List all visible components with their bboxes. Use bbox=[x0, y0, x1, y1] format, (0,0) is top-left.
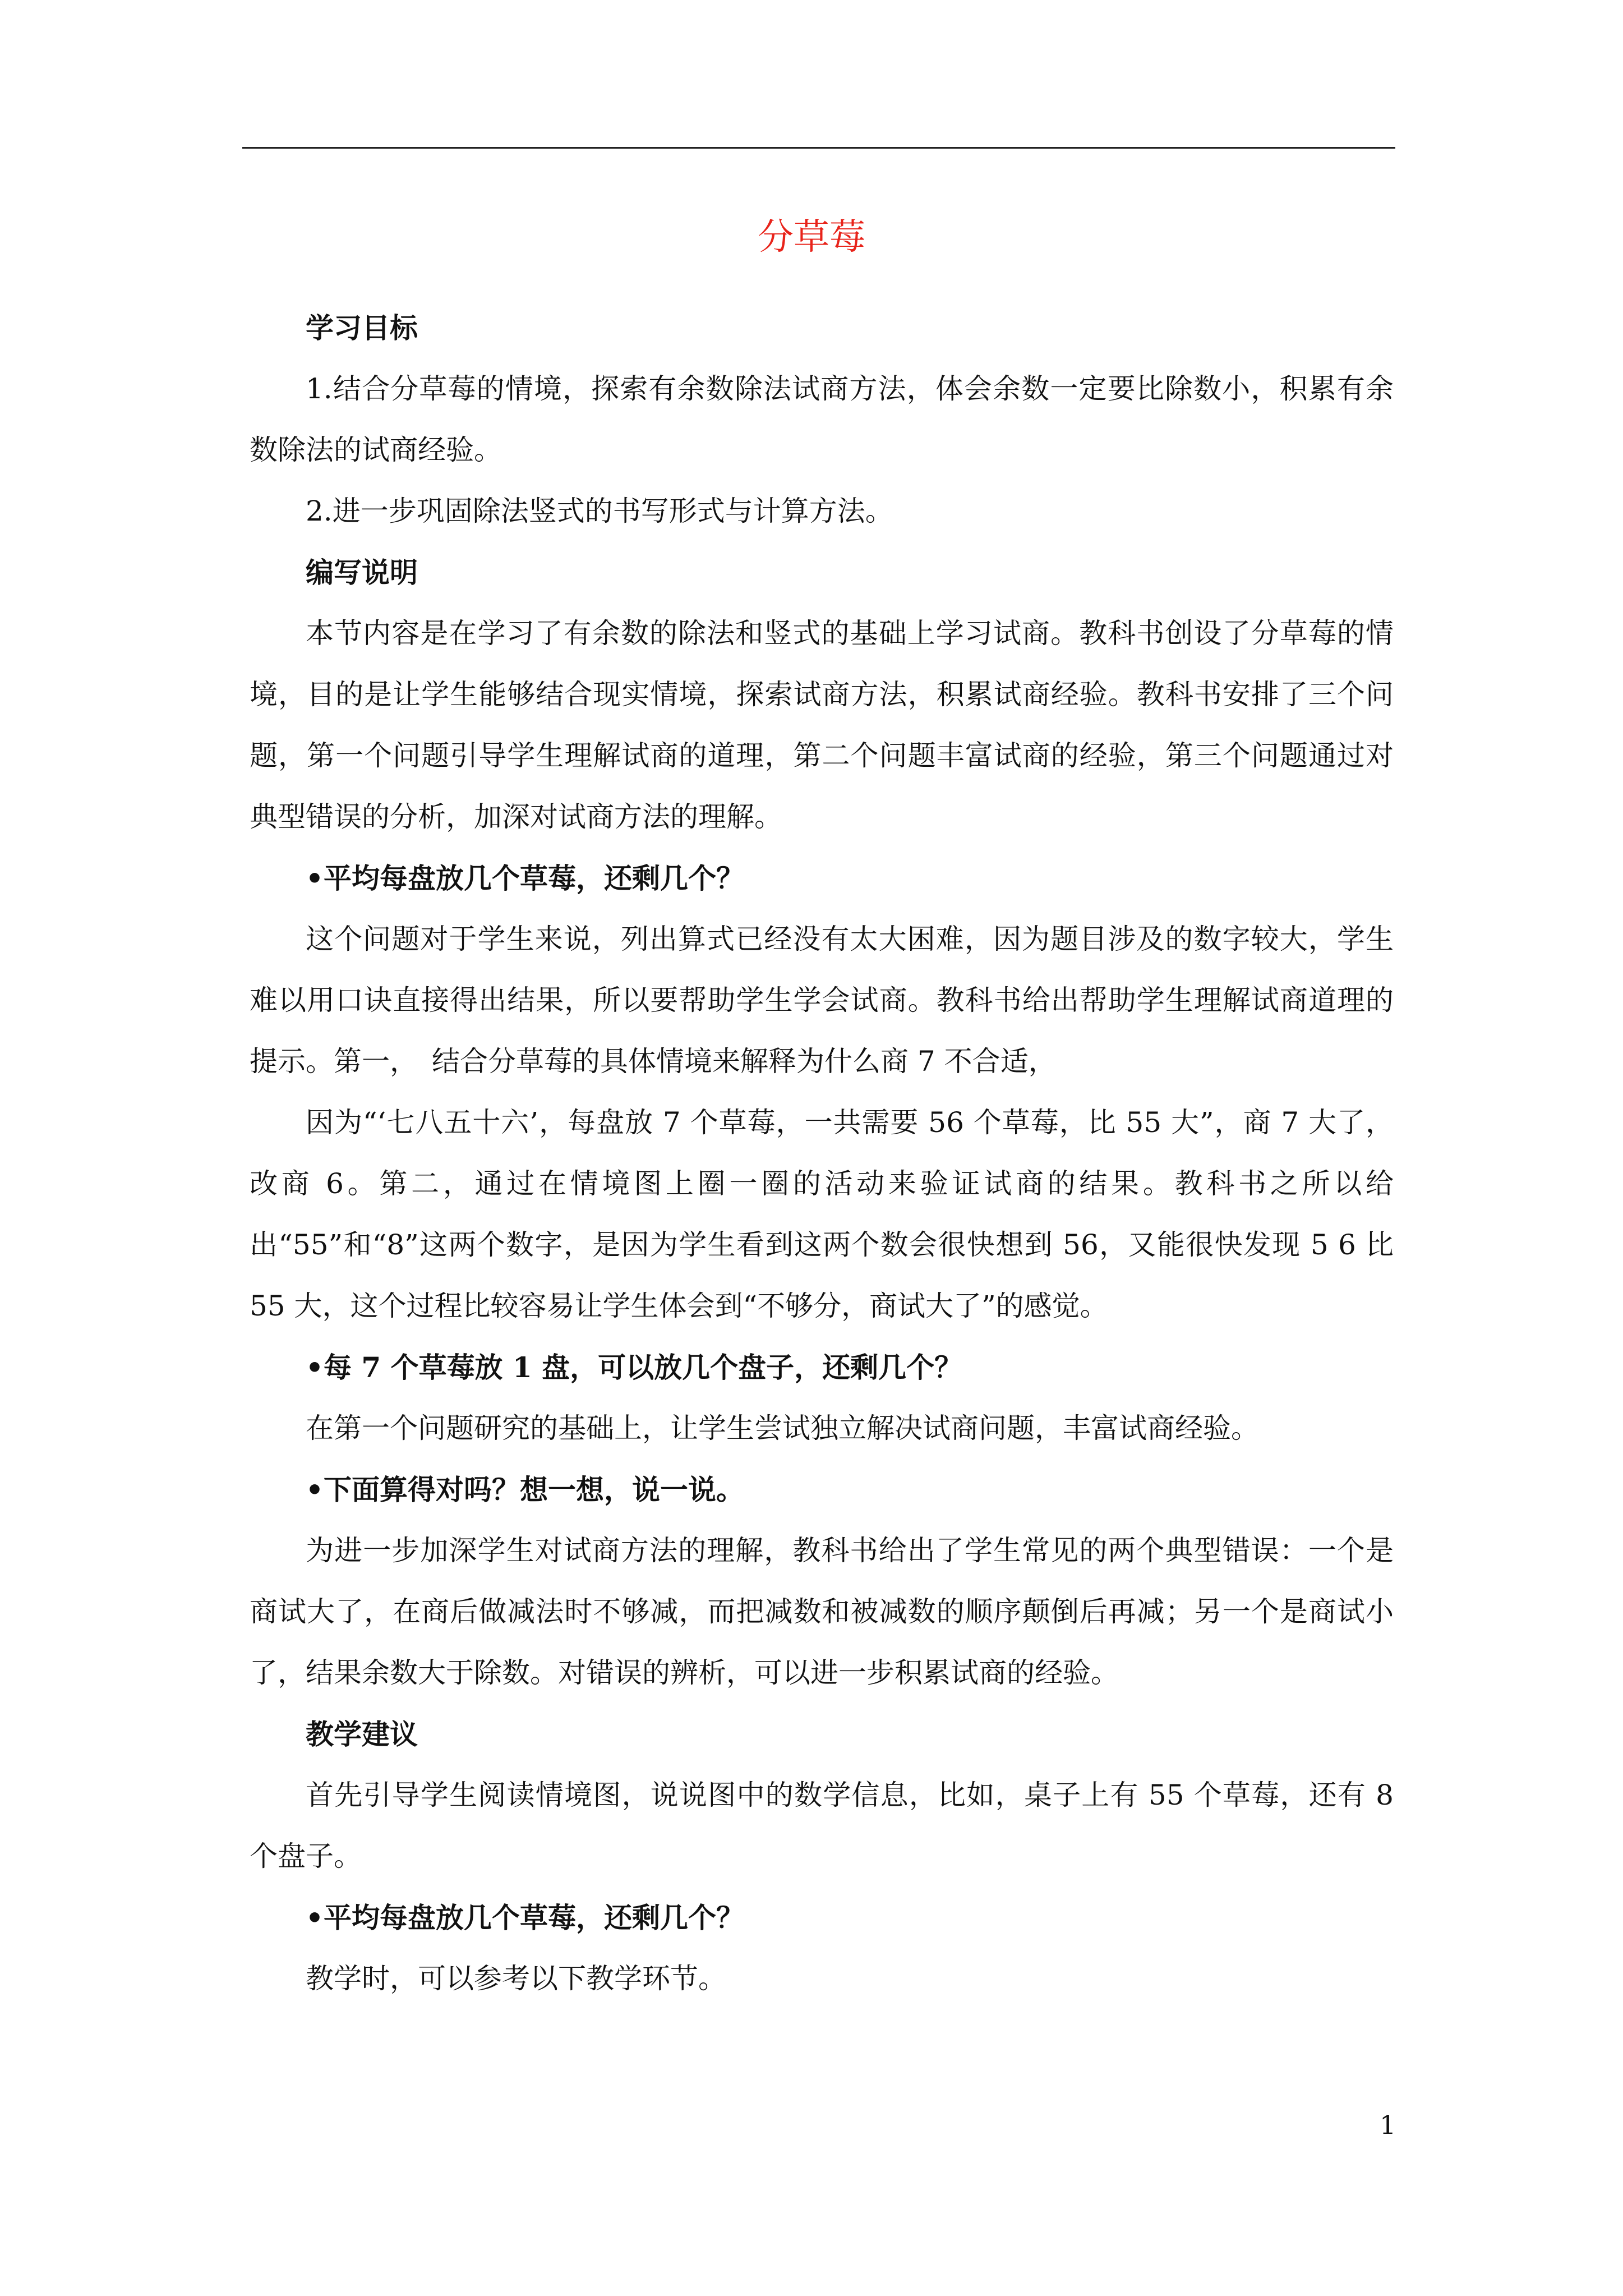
paragraph: 这个问题对于学生来说，列出算式已经没有太大困难，因为题目涉及的数字较大，学生难以用口诀直接得出结果，所以要帮助学生学会试商。教科书给出帮助学生理解试商道理的提示。第一， 结合分草莓的具体情境来解释为什么商 7 不合适， bbox=[250, 923, 1394, 1078]
page-title: 分草莓 bbox=[758, 217, 865, 258]
header-rule bbox=[242, 147, 1395, 149]
paragraph: 首先引导学生阅读情境图，说说图中的数学信息，比如，桌子上有 55 个草莓，还有 8 个盘子。 bbox=[250, 1779, 1394, 1872]
section-heading: 编写说明 bbox=[306, 556, 418, 589]
paragraph: 因为“‘七八五十六’，每盘放 7 个草莓，一共需要 56 个草莓，比 55 大”，商 7 大了，改商 6。第二，通过在情境图上圈一圈的活动来验证试商的结果。教科书之所以给出“55”和“8”这两个数字，是因为学生看到这两个数会很快想到 56，又能很快发现 5 6 比 55 大，这个过程比较容易让学生体会到“不够分，商试大了”的感觉。 bbox=[250, 1106, 1394, 1322]
paragraph: 本节内容是在学习了有余数的除法和竖式的基础上学习试商。教科书创设了分草莓的情境，目的是让学生能够结合现实情境，探索试商方法，积累试商经验。教科书安排了三个问题，第一个问题引导学生理解试商的道理，第二个问题丰富试商的经验，第三个问题通过对典型错误的分析，加深对试商方法的理解。 bbox=[250, 617, 1394, 833]
paragraph: 在第一个问题研究的基础上，让学生尝试独立解决试商问题，丰富试商经验。 bbox=[306, 1412, 1259, 1444]
paragraph: 2.进一步巩固除法竖式的书写形式与计算方法。 bbox=[306, 495, 893, 527]
section-heading: 教学建议 bbox=[306, 1718, 418, 1751]
paragraph: 为进一步加深学生对试商方法的理解，教科书给出了学生常见的两个典型错误：一个是商试大了，在商后做减法时不够减，而把减数和被减数的顺序颠倒后再减；另一个是商试小了，结果余数大于除数。对错误的辨析，可以进一步积累试商的经验。 bbox=[250, 1534, 1394, 1689]
page-number: 1 bbox=[1380, 2110, 1396, 2140]
bullet-question: •平均每盘放几个草莓，还剩几个？ bbox=[306, 862, 744, 895]
document-body bbox=[250, 297, 1394, 2009]
section-heading: 学习目标 bbox=[306, 311, 418, 344]
paragraph: 1.结合分草莓的情境，探索有余数除法试商方法，体会余数一定要比除数小，积累有余数除法的试商经验。 bbox=[250, 372, 1394, 466]
bullet-question: •下面算得对吗？想一想，说一说。 bbox=[306, 1473, 744, 1506]
paragraph: 教学时，可以参考以下教学环节。 bbox=[306, 1962, 726, 1995]
bullet-question: •每 7 个草莓放 1 盘，可以放几个盘子，还剩几个？ bbox=[306, 1351, 963, 1384]
bullet-question: •平均每盘放几个草莓，还剩几个？ bbox=[306, 1901, 744, 1934]
